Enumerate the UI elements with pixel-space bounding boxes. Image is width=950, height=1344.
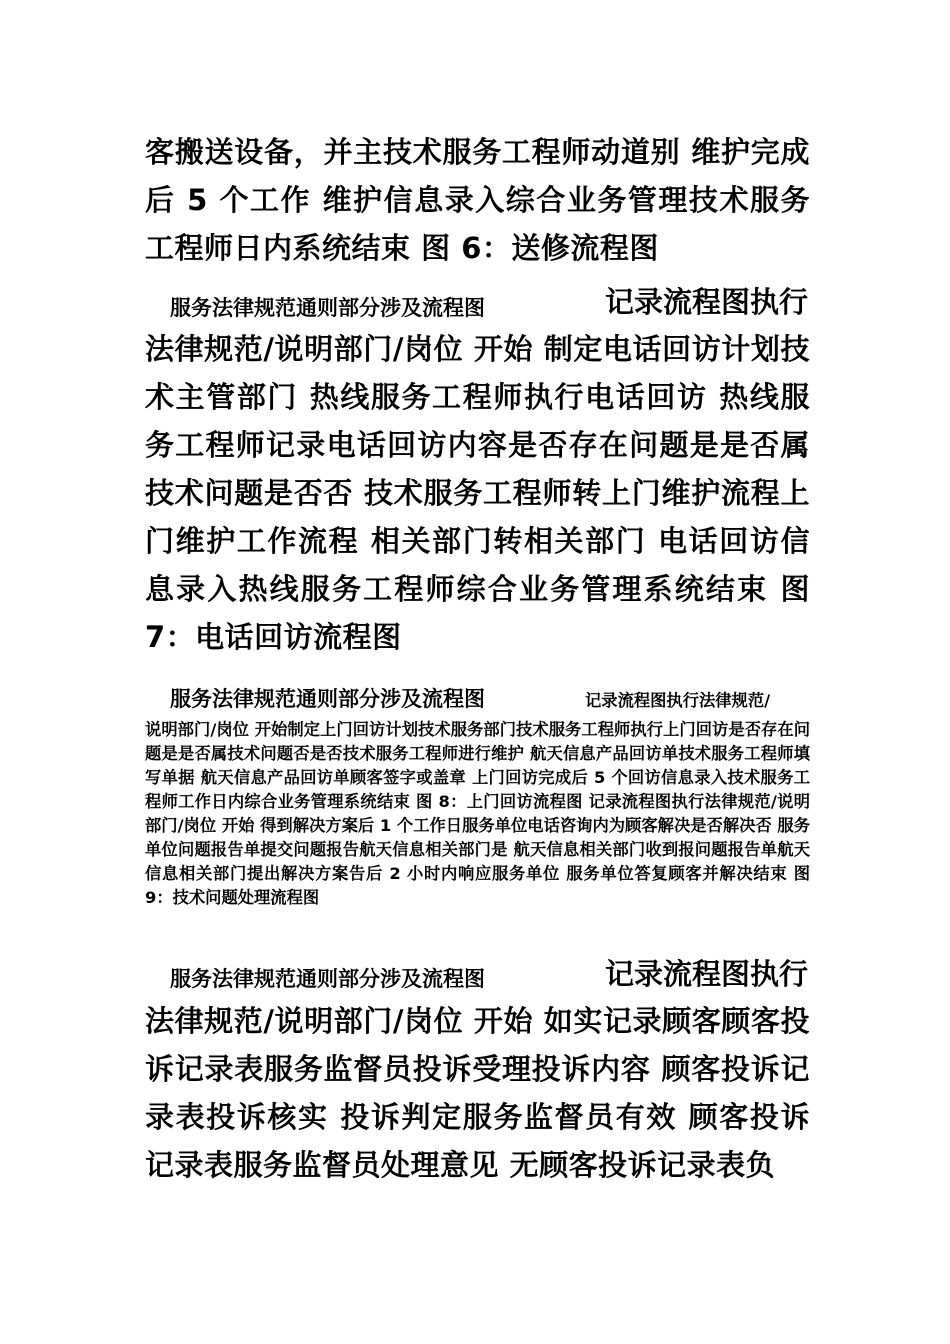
paragraph-complaint: 法律规范/说明部门/岗位 开始 如实记录顾客顾客投诉记录表服务监督员投诉受理投诉内容 顾客投诉记录表投诉核实 投诉判定服务监督员有效 顾客投诉记录表服务监督员处理意见 无顾客投诉记录表负: [145, 1004, 810, 1182]
section3-heading-right: 记录流程图执行法律规范/: [585, 691, 771, 710]
section3-heading: 服务法律规范通则部分涉及流程图: [170, 687, 485, 711]
paragraph-figure6: 客搬送设备，并主技术服务工程师动道别 维护完成后 5 个工作 维护信息录入综合业务管理技术服务工程师日内系统结束 图 6：送修流程图: [145, 135, 810, 265]
paragraph-figure8-9: 说明部门/岗位 开始制定上门回访计划技术服务部门技术服务工程师执行上门回访是否存在问题是是否属技术问题否是否技术服务工程师进行维护 航天信息产品回访单技术服务工程师填写单据 航天信息产品回访单顾客签字或盖章 上门回访完成后 5 个回访信息录入技术服务工程师工作日内综合业务管理系统结束 图 8：上门回访流程图 记录流程图执行法律规范/说明部门/岗位 开始 得到解决方案后 1 个工作日服务单位电话咨询内为顾客解决是否解决否 服务单位问题报告单提交问题报告航天信息相关部门是 航天信息相关部门收到报问题报告单航天信息相关部门提出解决方案告后 2 小时内响应服务单位 服务单位答复顾客并解决结束 图 9：技术问题处理流程图: [145, 720, 810, 907]
section2-heading-right: 记录流程图执行: [605, 285, 809, 319]
section4-heading: 服务法律规范通则部分涉及流程图: [170, 967, 485, 991]
section2-heading: 服务法律规范通则部分涉及流程图: [170, 296, 485, 320]
section4-heading-right: 记录流程图执行: [605, 957, 809, 991]
paragraph-figure7: 法律规范/说明部门/岗位 开始 制定电话回访计划技术主管部门 热线服务工程师执行电话回访 热线服务工程师记录电话回访内容是否存在问题是是否属技术问题是否否 技术服务工程师转上门维护流程上门维护工作流程 相关部门转相关部门 电话回访信息录入热线服务工程师综合业务管理系统结束 图 7：电话回访流程图: [145, 332, 810, 654]
